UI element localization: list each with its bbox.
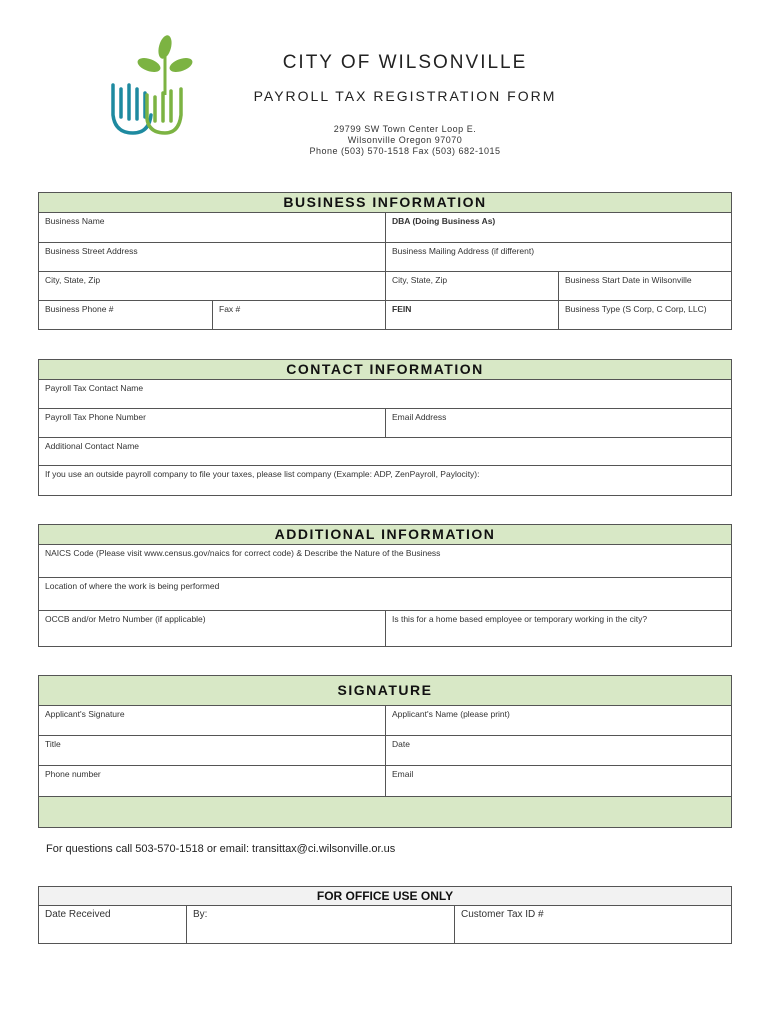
- form-row: [39, 611, 731, 647]
- form-row: [39, 578, 731, 611]
- form-header: [0, 0, 770, 170]
- business-type-field[interactable]: [559, 301, 731, 330]
- field-label: Is this for a home based employee or temporary working in the city?: [392, 614, 648, 624]
- email-field[interactable]: [386, 766, 731, 796]
- address-line-1: 29799 SW Town Center Loop E.: [333, 124, 477, 134]
- questions-contact-line: For questions call 503-570-1518 or email: transittax@ci.wilsonville.or.us: [46, 843, 396, 855]
- office-use-section: [38, 886, 732, 944]
- received-by-field[interactable]: [187, 906, 455, 944]
- field-label: Business Phone #: [45, 304, 114, 314]
- field-label: Email: [392, 769, 414, 779]
- form-row: [39, 243, 731, 272]
- form-row: [39, 213, 731, 243]
- field-label: Business Start Date in Wilsonville: [565, 275, 692, 285]
- field-label: By:: [193, 909, 208, 920]
- contact-name-field[interactable]: [39, 380, 731, 408]
- field-label: City, State, Zip: [45, 275, 101, 285]
- business-phone-field[interactable]: [39, 301, 213, 330]
- field-label: Date Received: [45, 909, 111, 920]
- form-row: [39, 409, 731, 438]
- form-row: [39, 380, 731, 409]
- field-label: Payroll Tax Phone Number: [45, 412, 146, 422]
- email-address-field[interactable]: [386, 409, 731, 437]
- form-row: [39, 906, 731, 944]
- section-heading: SIGNATURE: [39, 676, 731, 706]
- mailing-city-state-zip-field[interactable]: [386, 272, 559, 300]
- field-label: Applicant's Name (please print): [392, 709, 510, 719]
- title-field[interactable]: [39, 736, 386, 765]
- page-title: CITY OF WILSONVILLE: [282, 52, 528, 73]
- contact-phone-field[interactable]: [39, 409, 386, 437]
- applicant-signature-field[interactable]: [39, 706, 386, 735]
- customer-tax-id-field[interactable]: [455, 906, 731, 944]
- field-label: If you use an outside payroll company to file your taxes, please list company (Example: ADP, ZenPayroll, Paylocity):: [45, 469, 480, 479]
- mailing-address-field[interactable]: [386, 243, 731, 271]
- field-label: Business Name: [45, 216, 105, 226]
- street-address-field[interactable]: [39, 243, 386, 271]
- business-name-field[interactable]: [39, 213, 386, 242]
- field-label: OCCB and/or Metro Number (if applicable): [45, 614, 206, 624]
- form-row: [39, 438, 731, 466]
- address-line-2: Wilsonville Oregon 97070: [347, 135, 463, 145]
- section-heading: ADDITIONAL INFORMATION: [39, 525, 731, 545]
- payroll-company-field[interactable]: [39, 466, 731, 496]
- section-heading: CONTACT INFORMATION: [39, 360, 731, 380]
- occb-field[interactable]: [39, 611, 386, 647]
- additional-contact-field[interactable]: [39, 438, 731, 465]
- field-label: Phone number: [45, 769, 101, 779]
- start-date-field[interactable]: [559, 272, 731, 300]
- contact-information-section: [38, 359, 732, 496]
- field-label: Date: [392, 739, 410, 749]
- section-heading: FOR OFFICE USE ONLY: [39, 887, 731, 906]
- field-label: Customer Tax ID #: [461, 909, 544, 920]
- form-row: [39, 706, 731, 736]
- phone-number-field[interactable]: [39, 766, 386, 796]
- field-label: Email Address: [392, 412, 447, 422]
- dba-field[interactable]: [386, 213, 731, 242]
- form-row: [39, 545, 731, 578]
- field-label: City, State, Zip: [392, 275, 448, 285]
- city-logo-icon: [105, 35, 195, 140]
- fein-field[interactable]: [386, 301, 559, 330]
- form-row: [39, 766, 731, 797]
- field-label: Business Mailing Address (if different): [392, 246, 535, 256]
- page-subtitle: PAYROLL TAX REGISTRATION FORM: [253, 88, 557, 104]
- field-label: Payroll Tax Contact Name: [45, 383, 144, 393]
- home-based-field[interactable]: [386, 611, 731, 647]
- work-location-field[interactable]: [39, 578, 731, 610]
- city-state-zip-field[interactable]: [39, 272, 386, 300]
- form-row: [39, 736, 731, 766]
- date-field[interactable]: [386, 736, 731, 765]
- section-heading: BUSINESS INFORMATION: [39, 193, 731, 213]
- form-row: [39, 301, 731, 330]
- field-label: Title: [45, 739, 61, 749]
- field-label: DBA (Doing Business As): [392, 216, 496, 226]
- field-label: NAICS Code (Please visit www.census.gov/naics for correct code) & Describe the Nature of the Business: [45, 548, 441, 558]
- business-information-section: [38, 192, 732, 330]
- field-label: FEIN: [392, 304, 412, 314]
- form-row: [39, 272, 731, 301]
- signature-section: [38, 675, 732, 828]
- applicant-name-field[interactable]: [386, 706, 731, 735]
- field-label: Location of where the work is being performed: [45, 581, 220, 591]
- field-label: Business Street Address: [45, 246, 138, 256]
- phone-fax-line: Phone (503) 570-1518 Fax (503) 682-1015: [309, 146, 501, 156]
- field-label: Fax #: [219, 304, 241, 314]
- field-label: Additional Contact Name: [45, 441, 140, 451]
- date-received-field[interactable]: [39, 906, 187, 944]
- field-label: Applicant's Signature: [45, 709, 125, 719]
- field-label: Business Type (S Corp, C Corp, LLC): [565, 304, 707, 314]
- additional-information-section: [38, 524, 732, 647]
- naics-field[interactable]: [39, 545, 731, 577]
- fax-field[interactable]: [213, 301, 386, 330]
- form-row: [39, 466, 731, 496]
